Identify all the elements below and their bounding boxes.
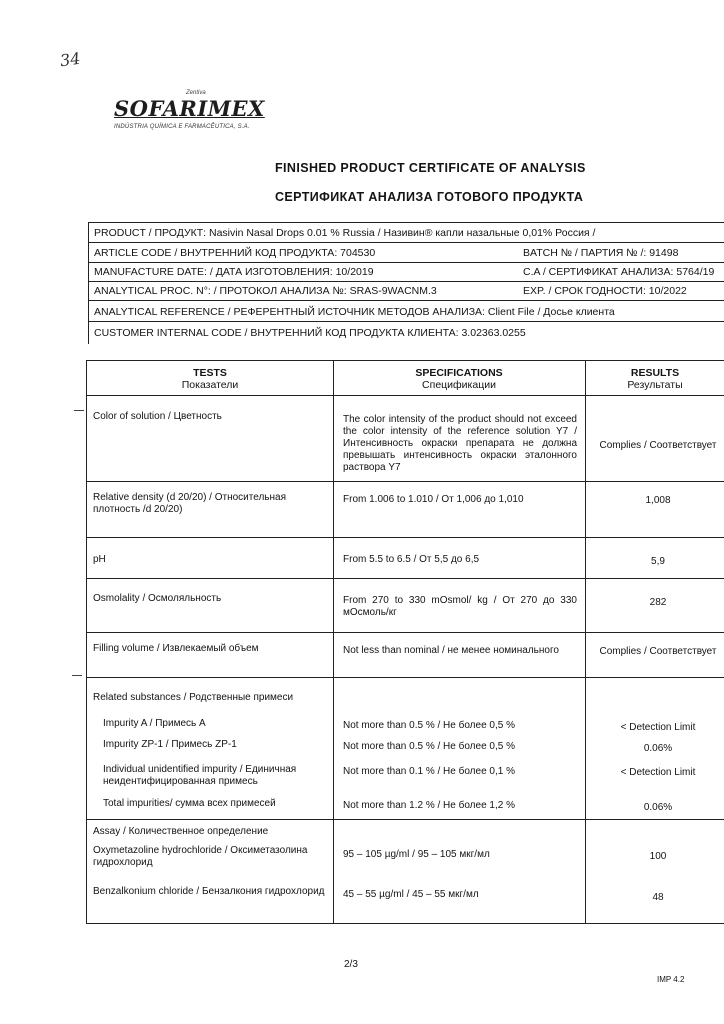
analytical-reference: ANALYTICAL REFERENCE / РЕФЕРЕНТНЫЙ ИСТОЧНИК МЕТОДОВ АНАЛИЗА: Client File / Досье клиента bbox=[94, 306, 615, 318]
spec-benzalkonium: 45 – 55 µg/ml / 45 – 55 мкг/мл bbox=[343, 889, 479, 900]
customer-internal-code: CUSTOMER INTERNAL CODE / ВНУТРЕННИЙ КОД ПРОДУКТА КЛИЕНТА: 3.02363.0255 bbox=[94, 327, 526, 339]
test-ph: pH bbox=[93, 554, 106, 565]
result-ph: 5,9 bbox=[651, 556, 665, 567]
spec-total-impurities: Not more than 1.2 % / Не более 1,2 % bbox=[343, 800, 515, 811]
logo-subtitle: INDÚSTRIA QUÍMICA E FARMACÊUTICA, S.A. bbox=[114, 124, 250, 130]
test-color-of-solution: Color of solution / Цветность bbox=[93, 411, 222, 422]
column-header-results bbox=[585, 367, 724, 391]
result-osmolality: 282 bbox=[649, 597, 667, 608]
article-code: ARTICLE CODE / ВНУТРЕННИЙ КОД ПРОДУКТА: 704530 bbox=[94, 247, 376, 259]
document-code: IMP 4.2 bbox=[657, 975, 685, 984]
result-relative-density: 1,008 bbox=[645, 495, 671, 506]
row-divider bbox=[87, 395, 724, 396]
logo-tagline: Zentiva bbox=[186, 90, 206, 96]
spec-impurity-zp1: Not more than 0.5 % / Не более 0,5 % bbox=[343, 741, 515, 752]
result-benzalkonium: 48 bbox=[652, 892, 664, 903]
spec-impurity-a: Not more than 0.5 % / Не более 0,5 % bbox=[343, 720, 515, 731]
header-rule bbox=[88, 321, 724, 322]
result-unidentified-impurity: < Detection Limit bbox=[620, 767, 696, 778]
test-unidentified-impurity: Individual unidentified impurity / Единичная неидентифицированная примесь bbox=[103, 764, 297, 787]
handwritten-page-number: 34 bbox=[58, 48, 82, 71]
row-divider bbox=[87, 481, 724, 482]
test-filling-volume: Filling volume / Извлекаемый объем bbox=[93, 643, 259, 654]
spec-osmolality: From 270 to 330 mOsmol/ kg / От 270 до 330 мОсмоль/кг bbox=[343, 595, 577, 618]
spec-unidentified-impurity: Not more than 0.1 % / Не более 0,1 % bbox=[343, 766, 515, 777]
column-header-specifications bbox=[333, 367, 585, 391]
row-divider bbox=[87, 632, 724, 633]
column-header-tests bbox=[87, 367, 333, 391]
certificate-number: C.A / СЕРТИФИКАТ АНАЛИЗА: 5764/19 bbox=[523, 266, 715, 278]
expiry-date: EXP. / СРОК ГОДНОСТИ: 10/2022 bbox=[523, 285, 687, 297]
company-logo bbox=[114, 90, 265, 140]
test-osmolality: Osmolality / Осмоляльность bbox=[93, 593, 222, 604]
row-divider bbox=[87, 537, 724, 538]
margin-mark bbox=[74, 410, 84, 411]
header-rule bbox=[88, 300, 724, 301]
header-rule bbox=[88, 242, 724, 243]
test-impurity-a: Impurity A / Примесь A bbox=[103, 718, 206, 729]
header-top-rule bbox=[88, 222, 724, 223]
row-divider bbox=[87, 819, 724, 820]
batch-number: BATCH № / ПАРТИЯ № /: 91498 bbox=[523, 247, 679, 259]
header-rule bbox=[88, 281, 724, 282]
test-total-impurities: Total impurities/ сумма всех примесей bbox=[103, 798, 276, 809]
column-header-results-ru: Результаты bbox=[627, 379, 683, 391]
column-header-spec-en: SPECIFICATIONS bbox=[415, 367, 503, 379]
row-divider bbox=[87, 677, 724, 678]
column-header-tests-en: TESTS bbox=[193, 367, 227, 379]
analytical-procedure: ANALYTICAL PROC. N°: / ПРОТОКОЛ АНАЛИЗА №: SRAS-9WACNM.3 bbox=[94, 285, 437, 297]
logo-name: SOFARIMEX bbox=[114, 96, 265, 121]
spec-oxymetazoline: 95 – 105 µg/ml / 95 – 105 мкг/мл bbox=[343, 849, 490, 860]
result-color-of-solution: Complies / Соответствует bbox=[599, 440, 717, 451]
spec-filling-volume: Not less than nominal / не менее номинального bbox=[343, 645, 559, 656]
result-total-impurities: 0.06% bbox=[643, 802, 673, 813]
test-benzalkonium: Benzalkonium chloride / Бензалкония гидрохлорид bbox=[93, 886, 325, 897]
column-divider bbox=[585, 361, 586, 923]
result-impurity-a: < Detection Limit bbox=[620, 722, 696, 733]
assay-heading: Assay / Количественное определение bbox=[93, 826, 269, 837]
test-impurity-zp1: Impurity ZP-1 / Примесь ZP-1 bbox=[103, 739, 237, 750]
spec-color-of-solution: The color intensity of the product should not exceed the color intensity of the reference solution Y7 / Интенсивность окраски препарата не должна превышать интенсивность окраски эталонного раствора Y7 bbox=[343, 414, 577, 473]
manufacture-date: MANUFACTURE DATE: / ДАТА ИЗГОТОВЛЕНИЯ: 10/2019 bbox=[94, 266, 374, 278]
title-russian: СЕРТИФИКАТ АНАЛИЗА ГОТОВОГО ПРОДУКТА bbox=[275, 190, 584, 204]
spec-relative-density: From 1.006 to 1.010 / От 1,006 до 1,010 bbox=[343, 494, 524, 505]
result-impurity-zp1: 0.06% bbox=[643, 743, 673, 754]
column-header-spec-ru: Спецификации bbox=[422, 379, 496, 391]
product-header-block bbox=[88, 222, 724, 344]
column-header-tests-ru: Показатели bbox=[181, 379, 239, 391]
results-table bbox=[86, 360, 724, 924]
spec-ph: From 5.5 to 6.5 / От 5,5 до 6,5 bbox=[343, 554, 480, 565]
margin-mark bbox=[72, 675, 82, 676]
page-number: 2/3 bbox=[344, 959, 358, 970]
test-oxymetazoline: Oxymetazoline hydrochloride / Оксиметазолина гидрохлорид bbox=[93, 845, 308, 868]
header-rule bbox=[88, 262, 724, 263]
related-substances-heading: Related substances / Родственные примеси bbox=[93, 692, 294, 703]
column-divider bbox=[333, 361, 334, 923]
column-header-results-en: RESULTS bbox=[630, 367, 680, 379]
test-relative-density: Relative density (d 20/20) / Относительная плотность /d 20/20) bbox=[93, 492, 286, 515]
row-divider bbox=[87, 578, 724, 579]
product-line: PRODUCT / ПРОДУКТ: Nasivin Nasal Drops 0.01 % Russia / Називин® капли назальные 0,01% Россия / bbox=[94, 227, 596, 239]
result-oxymetazoline: 100 bbox=[649, 851, 667, 862]
header-left-rule bbox=[88, 222, 89, 344]
result-filling-volume: Complies / Соответствует bbox=[599, 646, 717, 657]
title-english: FINISHED PRODUCT CERTIFICATE OF ANALYSIS bbox=[275, 161, 586, 175]
